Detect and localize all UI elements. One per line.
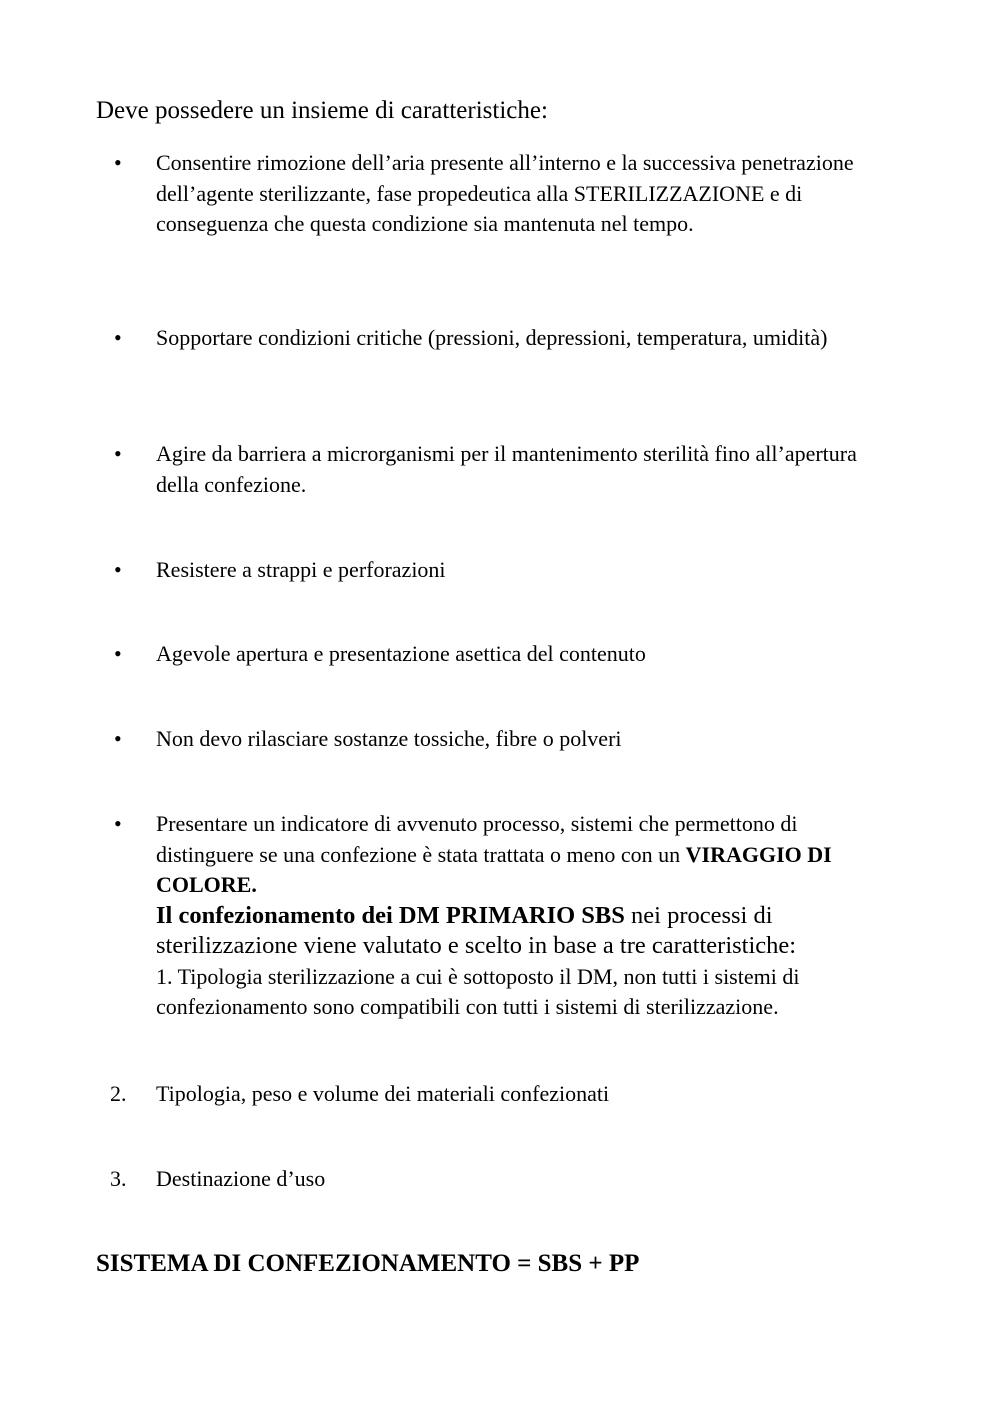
list-item-text: Sopportare condizioni critiche (pressioni, depressioni, temperatura, umidità) — [156, 325, 828, 350]
intro-text: Deve possedere un insieme di caratteristiche: — [96, 97, 548, 124]
list-item-text: Consentire rimozione dell’aria presente all’interno e la successiva penetrazione dell’agente sterilizzante, fase propedeutica alla STERILIZZAZIONE e di conseguenza che questa condizione sia mantenuta nel tempo. — [156, 150, 854, 236]
bullet-marker: • — [114, 325, 122, 350]
item-number: 3. — [110, 1166, 127, 1191]
bullet-marker: • — [114, 641, 122, 666]
color-change-emphasis: VIRAGGIO DI COLORE. — [156, 841, 832, 897]
packaging-criteria-bold: Il confezionamento dei DM PRIMARIO SBS — [156, 901, 625, 929]
summary-heading: SISTEMA DI CONFEZIONAMENTO = SBS + PP — [96, 1250, 640, 1277]
list-item-text: Agevole apertura e presentazione asettica del contenuto — [156, 641, 646, 666]
packaging-criteria-text: nei processi di sterilizzazione viene valutato e scelto in base a tre caratteristiche: — [156, 901, 797, 959]
item-number: 2. — [110, 1081, 127, 1106]
bullet-marker: • — [114, 557, 122, 582]
bullet-marker: • — [114, 726, 122, 751]
list-item-text: Resistere a strappi e perforazioni — [156, 557, 446, 582]
numbered-item-text: Destinazione d’uso — [156, 1166, 326, 1191]
list-item-text: Non devo rilasciare sostanze tossiche, fibre o polveri — [156, 726, 622, 751]
bullet-marker: • — [114, 441, 122, 466]
list-item-text — [156, 809, 896, 1023]
numbered-item-text: Tipologia, peso e volume dei materiali confezionati — [156, 1081, 610, 1106]
bullet-marker: • — [114, 150, 122, 175]
indicator-text: Presentare un indicatore di avvenuto processo, sistemi che permettono di distinguere se una confezione è stata trattata o meno con un — [156, 811, 798, 867]
bullet-marker: • — [114, 811, 122, 836]
list-item-text: Agire da barriera a microrganismi per il mantenimento sterilità fino all’apertura della confezione. — [156, 441, 857, 497]
criteria-point-1: 1. Tipologia sterilizzazione a cui è sottoposto il DM, non tutti i sistemi di confezionamento sono compatibili con tutti i sistemi di sterilizzazione. — [156, 963, 800, 1019]
packaging-criteria-heading — [156, 901, 896, 962]
